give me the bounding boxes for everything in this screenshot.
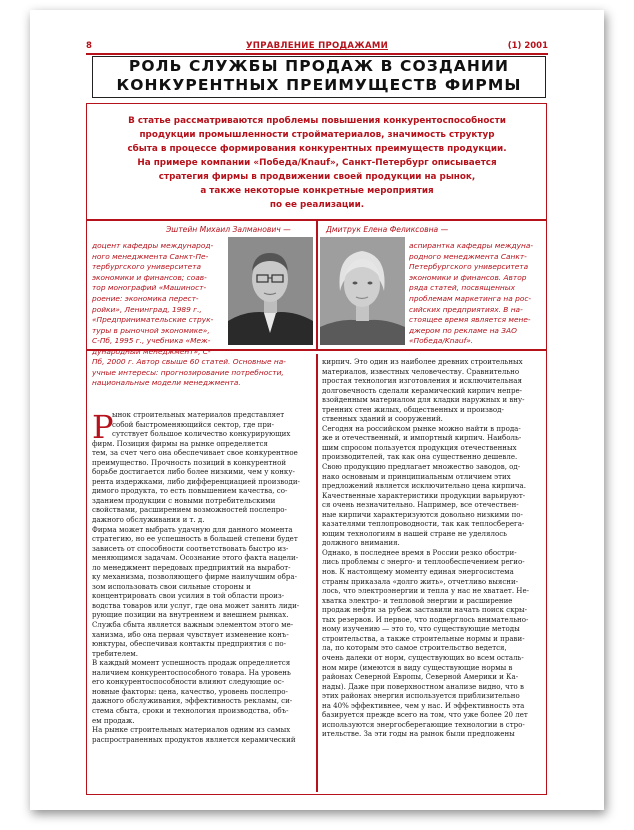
abstract-line: На примере компании «Победа/Knauf», Санкт-Петербург описывается	[137, 158, 497, 168]
abstract-line: стратегия фирмы в продвижении своей продукции на рынок,	[158, 172, 476, 182]
portrait-man-icon	[228, 237, 313, 345]
bio-line: туры в рыночной экономике»,	[92, 325, 210, 335]
body-line: рента издержками, либо дифференциацией производи-	[92, 476, 300, 486]
bio-line: роение: экономика перест-	[92, 293, 199, 303]
bio-line: тербургского университета	[92, 262, 202, 272]
body-line: ном мире (имеются в виду существующие нормы в	[322, 662, 513, 672]
body-line: ку механизма, позволяющего фирме наилучшим обра-	[92, 572, 298, 582]
body-line: лись проблемы с энерго- и теплообеспечением регио-	[322, 557, 525, 567]
body-line: Служба сбыта является важным элементом этого ме-	[92, 620, 294, 630]
author-photo-1	[228, 237, 313, 345]
author-name-2: Дмитрук Елена Феликсовна —	[326, 225, 449, 234]
bio-line: учные интересы: прогнозирование потребности,	[92, 367, 284, 377]
body-line: взойденным материалом для кладки наружных и вну-	[322, 395, 525, 405]
issue-number: (1) 2001	[507, 41, 548, 51]
body-line: рующие позиции на внутреннем и внешнем рынках.	[92, 610, 289, 620]
bio-line: дународный менеджмент», С-	[92, 346, 211, 356]
body-line: районах Северной Европы, Северной Америки и Ка-	[322, 672, 519, 682]
body-line: ло менеджмент передовых предприятий на выработ-	[92, 562, 291, 572]
body-line: преимущество. Прочность позиций в конкурентной	[92, 457, 287, 467]
body-line: нады). Даже при поверхностном анализе видно, что в	[322, 681, 525, 691]
body-line: тых резервов. И первое, что подверглось внимательно-	[322, 614, 529, 624]
bio-line: экономики и финансов; соав-	[92, 272, 207, 282]
body-line: материалов, известных человечеству. Сравнительно	[322, 366, 520, 376]
abstract-line: по ее реализации.	[269, 200, 365, 210]
body-line: тем, за счет чего она обеспечивает свое конкурентное	[92, 448, 298, 458]
bio-line: С-Пб, 1995 г., учебника «Меж-	[92, 336, 211, 346]
running-header	[86, 41, 548, 55]
abstract-line: сбыта в процессе формирования конкурентных преимуществ продукции.	[127, 144, 507, 154]
body-line: юнктуры, обеспечивая контакты предприятия с по-	[92, 639, 287, 649]
body-line: используются энергосберегающие технологии в стро-	[322, 719, 525, 729]
bio-line: ройки», Ленинград, 1989 г.,	[92, 304, 202, 314]
body-line: простая технология изготовления и исключительная	[322, 376, 522, 386]
body-line: борьбе достигается либо более низкими, чем у конку-	[92, 467, 295, 477]
body-line: же и отечественный, и импортный кирпич. Наиболь-	[322, 433, 522, 443]
body-column-right	[322, 357, 542, 739]
body-line: дажного обслуживания, эффективность рекламы, си-	[92, 696, 293, 706]
bio-line: джером по рекламе на ЗАО	[409, 325, 517, 335]
author-bio-1-continued	[92, 357, 312, 389]
body-line: шим спросом пользуется продукция отечественных	[322, 442, 517, 452]
body-line: долговечность сделали керамический кирпич непре-	[322, 385, 523, 395]
body-line: стема сбыта, сроки и технология производства, объ-	[92, 705, 289, 715]
drop-cap: Р	[92, 408, 114, 446]
body-line: его конкурентоспособности влияют следующие ос-	[92, 677, 285, 687]
column-divider	[316, 354, 318, 792]
bio-line: родного менеджмента Санкт-	[409, 251, 527, 261]
abstract-line: продукции промышленности стройматериалов, значимость структур	[139, 130, 495, 140]
body-line: собой быстроменяющийся сектор, где при-	[112, 419, 274, 429]
body-line: Однако, в последнее время в России резко обостри-	[322, 547, 517, 557]
body-line: ханизма, ибо она первая чувствует изменение конъ-	[92, 629, 289, 639]
abstract-line: а также некоторые конкретные мероприятия	[200, 186, 434, 196]
author-photo-2	[320, 237, 405, 345]
bio-line: Пб, 2000 г. Автор свыше 60 статей. Основные на-	[92, 357, 286, 366]
body-line: новные факторы: цена, качество, уровень послепро-	[92, 686, 288, 696]
body-line: фирм. Позиция фирмы на рынке определяется	[92, 438, 268, 448]
body-line: Свою продукцию предлагает множество заводов, од-	[322, 462, 521, 472]
bio-line: «Предпринимательские струк-	[92, 315, 214, 325]
body-line: В каждый момент успешность продаж определяется	[92, 658, 291, 668]
body-line: ному изучению — это то, что существующие методы	[322, 624, 520, 634]
body-line: концентрировать свои усилия в той области произ-	[92, 591, 285, 601]
body-line: На рынке строительных материалов одним из самых	[92, 725, 291, 735]
body-line: зданием продукции с новыми потребительскими	[92, 495, 276, 505]
bio-line: «Победа/Knauf».	[409, 336, 474, 346]
article-title	[92, 56, 546, 98]
author-name-1: Эштейн Михаил Залманович —	[166, 225, 291, 234]
body-line: ные кирпичи характеризуются довольно низкими по-	[322, 509, 523, 519]
body-line: Фирма может выбрать удачную для данного момента	[92, 524, 293, 534]
page-number: 8	[86, 41, 92, 51]
bio-line: проблемам маркетинга на рос-	[409, 293, 532, 303]
body-line: этих районах энергия используется приблизительно	[322, 691, 520, 701]
body-line: лось, что электроэнергии и тепла у нас не хватает. Не-	[322, 586, 530, 596]
body-line: сутствует большое количество конкурирующих	[112, 429, 291, 439]
body-line: хватка электро- и тепловой энергии и расширение	[322, 595, 513, 605]
body-line: ющим технологиям в нашей стране не уделялось	[322, 528, 507, 538]
bio-line: Петербургского университета	[409, 262, 529, 272]
bio-line: ного менеджмента Санкт-Пе-	[92, 251, 209, 261]
body-line: тренних стен жилых, общественных и производ-	[322, 404, 504, 414]
body-line: ла, по которым это самое строительство ведется,	[322, 643, 507, 653]
abstract	[98, 114, 536, 212]
body-line: свойствами, расширением возможностей послепро-	[92, 505, 287, 515]
body-line: на 40% эффективнее, чем у нас. И эффективность эта	[322, 700, 525, 710]
authors-divider	[316, 219, 318, 349]
body-line: предложений является исключительно цена кирпича.	[322, 481, 526, 491]
title-line: КОНКУРЕНТНЫХ ПРЕИМУЩЕСТВ ФИРМЫ	[116, 76, 522, 94]
bio-line: аспирантка кафедры междуна-	[409, 241, 534, 250]
body-line: ственных зданий и сооружений.	[322, 414, 443, 424]
body-line: ынок строительных материалов представляет	[112, 410, 285, 419]
body-line: продаж нефти за рубеж заставили начать поиск скры-	[322, 605, 527, 615]
body-line: базируется прежде всего на том, что уже более 20 лет	[322, 710, 528, 720]
body-line: кирпич. Это один из наиболее древних строительных	[322, 357, 523, 366]
body-line: требителем.	[92, 648, 138, 658]
bio-line: доцент кафедры международ-	[92, 241, 214, 250]
portrait-woman-icon	[320, 237, 405, 345]
body-line: стратегию, но ее успешность в большей степени будет	[92, 534, 298, 544]
body-line: распространенных продуктов является керамический	[92, 734, 296, 744]
body-line: казателями теплопроводности, так как теплосберега-	[322, 519, 525, 529]
body-line: должного внимания.	[322, 538, 400, 548]
body-line: Качественные характеристики продукции варьируют-	[322, 490, 526, 500]
body-line: дажного обслуживания и т. д.	[92, 515, 205, 525]
author-bio-2	[409, 241, 543, 347]
bio-line: сийских предприятиях. В на-	[409, 304, 523, 314]
body-line: ем продаж.	[92, 715, 135, 725]
abstract-line: В статье рассматриваются проблемы повышения конкурентоспособности	[128, 116, 506, 126]
body-line: димого продукта, то есть повышением качества, со-	[92, 486, 288, 496]
section-title: УПРАВЛЕНИЕ ПРОДАЖАМИ	[245, 41, 389, 51]
bio-line: национальные модели менеджмента.	[92, 378, 241, 388]
body-column-left	[92, 410, 312, 744]
title-line: РОЛЬ СЛУЖБЫ ПРОДАЖ В СОЗДАНИИ	[128, 57, 510, 75]
body-line: нов. К настоящему моменту единая энергосистема	[322, 567, 514, 577]
bio-line: ряда статей, посвященных	[409, 283, 515, 293]
body-line: зом использовать свои сильные стороны и	[92, 581, 251, 591]
body-line: Сегодня на российском рынке можно найти в прода-	[322, 423, 521, 433]
body-line: производителей, так как она существенно дешевле.	[322, 452, 518, 462]
body-line: наличием конкурентоспособного товара. На уровень	[92, 667, 291, 677]
bio-line: тор монографий «Машиност-	[92, 283, 207, 293]
body-line: строительства, а также строительные нормы и прави-	[322, 633, 525, 643]
body-line: нако основным и принципиальным отличием этих	[322, 471, 511, 481]
bio-line: стоящее время является мене-	[409, 315, 531, 325]
body-line: зависеть от способности соответствовать быстро из-	[92, 543, 289, 553]
body-line: водства товаров или услуг, где она может занять лиди-	[92, 600, 300, 610]
bio-line: экономики и финансов. Автор	[409, 272, 527, 282]
body-line: ительстве. За эти годы на рынок были предложены	[322, 729, 515, 739]
author-bio-1	[92, 241, 224, 358]
body-line: меняющимся задачам. Осознание этого факта нацели-	[92, 553, 299, 563]
body-line: страны приказала «долго жить», отчетливо выясни-	[322, 576, 519, 586]
page	[86, 41, 548, 796]
body-line: ся очень незначительно. Например, все отечествен-	[322, 500, 519, 510]
body-line: очень далеки от норм, существующих во всем осталь-	[322, 652, 524, 662]
